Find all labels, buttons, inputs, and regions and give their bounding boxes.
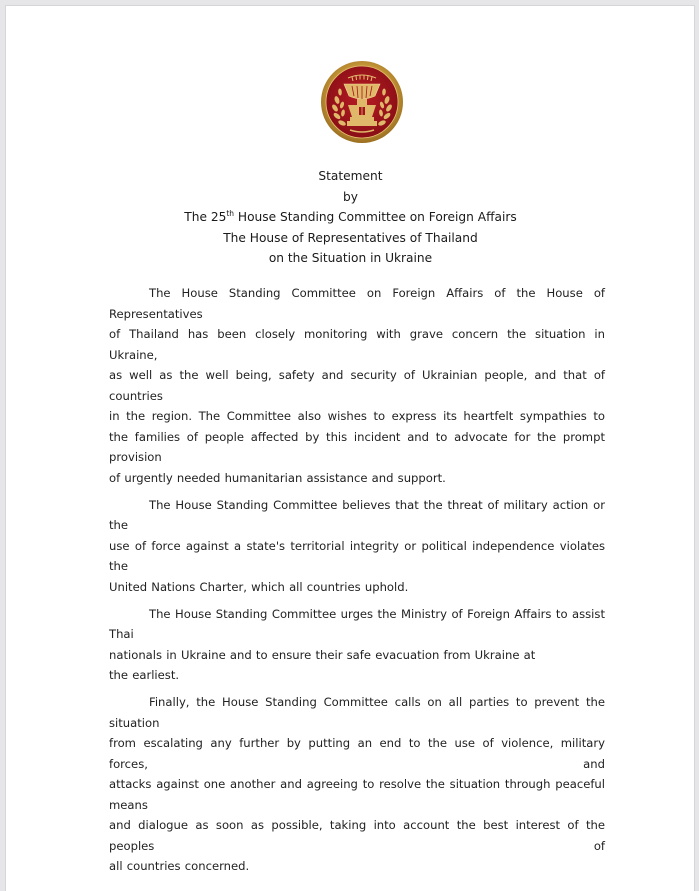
heading-statement: Statement [318, 169, 383, 183]
paragraph-4 [109, 692, 605, 877]
paragraph-line: in the region. The Committee also wishes to express its heartfelt sympathies to [109, 409, 605, 423]
paragraph-line: United Nations Charter, which all countries uphold. [109, 579, 409, 594]
parliament-seal-icon [320, 60, 404, 144]
paragraph-line: nationals in Ukraine and to ensure their safe evacuation from Ukraine at [109, 647, 536, 662]
paragraph-line: of Thailand has been closely monitoring with grave concern the situation in Ukraine, [109, 327, 605, 362]
paragraph-line: of urgently needed humanitarian assistance and support. [109, 470, 446, 485]
paragraph-line: and dialogue as soon as possible, taking into account the best interest of the peoples of [109, 818, 605, 853]
heading-house: The House of Representatives of Thailand [223, 230, 478, 245]
paragraph-line: use of force against a state's territorial integrity or political independence violates the [109, 538, 605, 573]
paragraph-line: attacks against one another and agreeing to resolve the situation through peaceful means [109, 777, 605, 812]
paragraph-line: The House Standing Committee on Foreign Affairs of the House of Representatives [109, 286, 605, 321]
heading-committee [1, 207, 699, 228]
heading-subject: on the Situation in Ukraine [268, 251, 433, 265]
paragraph-line: the families of people affected by this incident and to advocate for the prompt provision [109, 429, 605, 464]
paragraph-line: from escalating any further by putting an end to the use of violence, military forces, and [109, 736, 605, 771]
heading-by: by [343, 189, 358, 204]
paragraph-2 [109, 495, 605, 598]
statement-heading [1, 166, 699, 269]
paragraph-line: as well as the well being, safety and security of Ukrainian people, and that of countries [109, 368, 605, 403]
paragraph-line: Finally, the House Standing Committee calls on all parties to prevent the situation [109, 695, 605, 730]
paragraph-line: all countries concerned. [109, 859, 250, 873]
statement-body [109, 283, 605, 883]
heading-ordinal-suffix: th [226, 209, 235, 218]
paragraph-line: the earliest. [109, 668, 180, 682]
heading-committee-suffix: House Standing Committee on Foreign Affairs [234, 210, 517, 224]
paragraph-line: The House Standing Committee urges the Ministry of Foreign Affairs to assist Thai [109, 606, 605, 641]
paragraph-line: The House Standing Committee believes that the threat of military action or the [109, 497, 605, 532]
paragraph-1 [109, 283, 605, 488]
heading-committee-prefix: The 25 [184, 210, 227, 224]
document-page [5, 5, 695, 891]
paragraph-3 [109, 604, 605, 686]
